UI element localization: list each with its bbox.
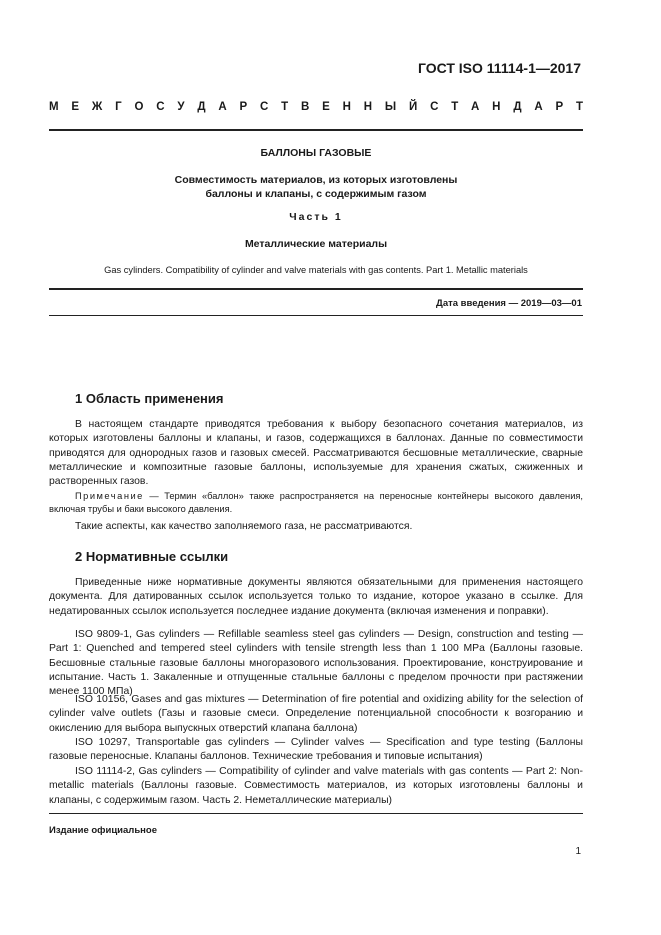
section-2-paragraph-1: Приведенные ниже нормативные документы являются обязательными для применения настоящего документа. Для датированных ссылок используется только то издание, которое указано в ссылке. Для недатированных ссылок используется последнее издание документа (включая изменения и поправки). <box>49 577 583 617</box>
reference-iso-9809-1: ISO 9809-1, Gas cylinders — Refillable seamless steel gas cylinders — Design, construction and testing — Part 1: Quenched and tempered steel cylinders with tensile strength less than 1 100 MPa (Баллоны газовые. Бесшовные стальные газовые баллоны многоразового использования. Проектирование, конструирование и испытание. Часть 1. Закаленные и отпущенные стальные баллоны с пределом прочности при растяжении менее 1100 МПа) <box>49 629 583 698</box>
part-name: Металлические материалы <box>244 238 388 250</box>
header-divider <box>49 129 583 131</box>
standard-type-heading: М Е Ж Г О С У Д А Р С Т В Е Н Н Ы Й С Т А Н Д А Р Т <box>49 101 583 113</box>
document-subtitle <box>49 173 583 201</box>
page-number: 1 <box>575 846 581 857</box>
introduction-date: Дата введения — 2019—03—01 <box>436 298 582 309</box>
note-label: Примечание <box>75 491 144 501</box>
note-text: — Термин «баллон» также распространяется на переносные контейнеры высокого давления, включая трубы и баки высокого давления. <box>49 491 583 514</box>
date-divider <box>49 315 583 316</box>
document-title: БАЛЛОНЫ ГАЗОВЫЕ <box>260 147 372 159</box>
subtitle-line-1: Совместимость материалов, из которых изготовлены <box>174 174 458 186</box>
section-2-heading: 2 Нормативные ссылки <box>75 549 229 564</box>
footer-divider <box>49 813 583 814</box>
section-1-paragraph-1: В настоящем стандарте приводятся требования к выбору безопасного сочетания материалов, из которых изготовлены баллоны и клапаны, и газов, содержащихся в баллонах. Данные по совместимости приводятся для однородных газов и газовых смесей. Рассматриваются бесшовные металлические, сварные металлические и композитные газовые баллоны, используемые для хранения сжатых, сжиженных и растворенных газов. <box>49 419 583 488</box>
subtitle-line-2: баллоны и клапаны, с содержимым газом <box>205 188 427 200</box>
reference-iso-11114-2: ISO 11114-2, Gas cylinders — Compatibility of cylinder and valve materials with gas contents — Part 2: Non-metallic materials (Баллоны газовые. Совместимость материалов, из которых изготовлены баллоны и клапаны, с содержимым газом. Часть 2. Неметаллические материалы) <box>49 766 583 806</box>
section-1-paragraph-2: Такие аспекты, как качество заполняемого газа, не рассматриваются. <box>75 521 413 532</box>
reference-iso-10297: ISO 10297, Transportable gas cylinders — Cylinder valves — Specification and type testing (Баллоны газовые переносные. Клапаны баллонов. Технические требования и типовые испытания) <box>49 737 583 763</box>
section-1-note <box>49 490 583 516</box>
title-divider <box>49 288 583 290</box>
official-edition-label: Издание официальное <box>49 825 157 836</box>
document-code: ГОСТ ISO 11114-1—2017 <box>417 60 581 76</box>
english-title: Gas cylinders. Compatibility of cylinder and valve materials with gas contents. Part 1. Metallic materials <box>104 265 528 275</box>
reference-iso-10156: ISO 10156, Gases and gas mixtures — Determination of fire potential and oxidizing ability for the selection of cylinder valve outlets (Газы и газовые смеси. Определение потенциальной способности к возгоранию и окислению для выбора выпускных отверстий клапана баллона) <box>49 694 583 734</box>
part-number: Часть 1 <box>289 211 343 223</box>
section-1-heading: 1 Область применения <box>75 391 224 406</box>
